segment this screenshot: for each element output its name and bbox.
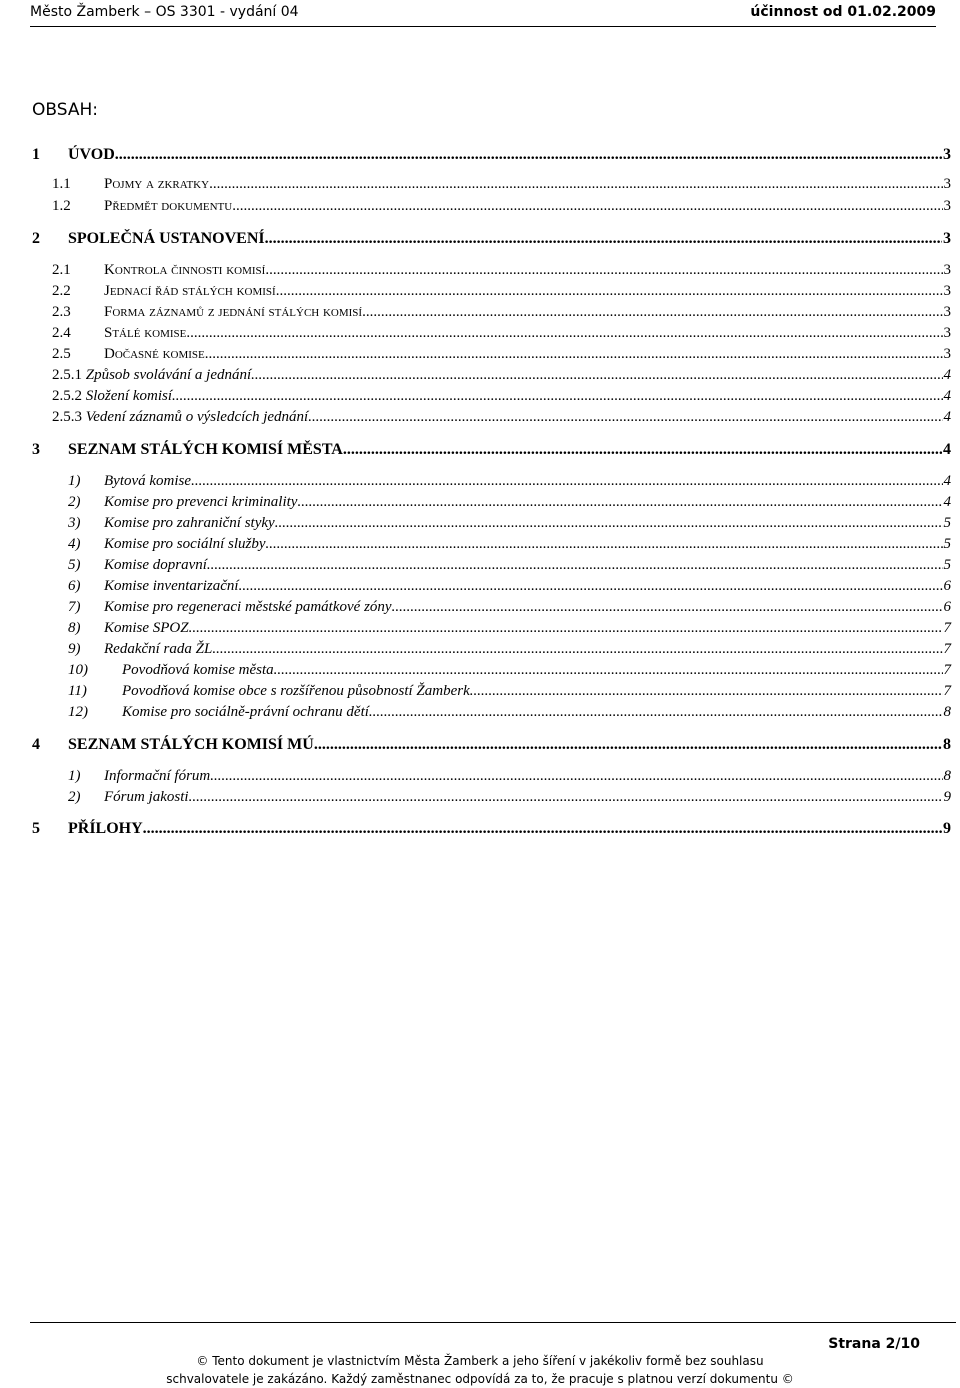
toc-dot-leader [266,536,943,553]
toc-dot-leader [189,620,943,637]
toc-dot-leader [189,789,943,806]
toc-entry-number: 5 [32,820,40,837]
toc-dot-leader [314,736,942,754]
toc-entry-number: 2.2 [52,283,71,299]
toc-entry[interactable] [32,146,951,164]
toc-dot-leader [212,641,942,658]
toc-entry-page: 9 [943,789,951,805]
toc-entry-number: 2.5.1 [52,367,82,383]
toc-entry-page: 8 [943,704,951,720]
toc-dot-leader [265,230,942,248]
toc-entry-page: 4 [943,388,951,404]
toc-entry-page: 3 [943,198,951,214]
toc-dot-leader [143,820,942,838]
toc-entry-page: 9 [943,820,951,837]
toc-entry[interactable] [32,325,951,342]
toc-entry-page: 3 [943,325,951,341]
toc-entry-title: ÚVOD [68,146,115,163]
toc-entry-page: 4 [943,494,951,510]
toc-dot-leader [343,441,942,459]
toc-entry-number: 2) [68,494,81,510]
toc-entry[interactable] [32,346,951,363]
toc-dot-leader [232,198,942,215]
toc-entry-page: 5 [943,536,951,552]
toc-entry-number: 2.1 [52,262,71,278]
toc-entry[interactable] [32,578,951,595]
toc-entry[interactable] [32,683,951,700]
toc-dot-leader [251,367,942,384]
toc-entry-page: 8 [943,768,951,784]
toc-entry-page: 4 [943,367,951,383]
toc-entry-title: SEZNAM STÁLÝCH KOMISÍ MÚ [68,736,314,753]
toc-entry-title: PŘÍLOHY [68,820,143,837]
toc-entry-page: 8 [943,736,951,753]
toc-entry-number: 8) [68,620,81,636]
toc-entry-title: Způsob svolávání a jednání [85,367,252,383]
toc-dot-leader [210,768,942,785]
toc-entry[interactable] [32,262,951,279]
toc-entry-number: 10) [68,662,88,678]
toc-entry[interactable] [32,736,951,754]
toc-entry-number: 2.4 [52,325,71,341]
toc-entry[interactable] [32,283,951,300]
toc-entry[interactable] [32,557,951,574]
toc-dot-leader [276,283,943,300]
toc-entry-title: Komise pro zahraniční styky [104,515,275,531]
toc-entry-number: 3 [32,441,40,458]
toc-entry[interactable] [32,388,951,405]
toc-entry-title: Vedení záznamů o výsledcích jednání [85,409,309,425]
toc-entry-title: Stálé komise [104,325,187,341]
toc-entry[interactable] [32,441,951,459]
toc-entry-page: 7 [943,620,951,636]
toc-title: OBSAH: [32,100,98,120]
toc-dot-leader [392,599,943,616]
toc-entry-title: Komise pro prevenci kriminality [104,494,298,510]
toc-entry-page: 4 [943,409,951,425]
toc-entry-page: 3 [943,283,951,299]
toc-entry-title: Komise SPOZ [104,620,189,636]
toc-entry-number: 4) [68,536,81,552]
toc-dot-leader [191,473,942,490]
toc-dot-leader [275,515,943,532]
toc-entry-title: Předmět dokumentu [104,198,233,214]
toc-entry-page: 4 [943,473,951,489]
toc-entry-number: 2 [32,230,40,247]
toc-entry-number: 2.5.2 [52,388,82,404]
toc-entry-title: Komise pro regeneraci městské památkové zóny [104,599,392,615]
toc-entry-page: 3 [943,304,951,320]
toc-dot-leader [186,325,942,342]
toc-dot-leader [308,409,942,426]
toc-entry-number: 9) [68,641,81,657]
toc-entry[interactable] [32,409,951,426]
toc-dot-leader [205,346,943,363]
toc-dot-leader [265,262,942,279]
toc-entry-number: 1.2 [52,198,71,214]
toc-entry[interactable] [32,367,951,384]
header-document-id: Město Žamberk – OS 3301 - vydání 04 [30,4,299,20]
toc-entry-page: 6 [943,578,951,594]
toc-entry[interactable] [32,620,951,637]
toc-entry-number: 6) [68,578,81,594]
toc-entry-number: 2.5 [52,346,71,362]
toc-entry-title: Komise pro sociálně-právní ochranu dětí [122,704,369,720]
footer-notice-line-2: schvalovatele je zakázáno. Každý zaměstnanec odpovídá za to, že pracuje s platnou verzí dokumentu © [166,1372,794,1386]
toc-entry-page: 3 [943,262,951,278]
toc-entry-title: Komise dopravní [104,557,207,573]
toc-entry-number: 12) [68,704,88,720]
toc-dot-leader [297,494,942,511]
toc-entry-number: 5) [68,557,81,573]
toc-dot-leader [369,704,943,721]
toc-dot-leader [239,578,943,595]
toc-entry-title: Informační fórum [104,768,211,784]
page-number: Strana 2/10 [828,1336,920,1352]
toc-entry-page: 3 [943,346,951,362]
toc-entry-title: Forma záznamů z jednání stálých komisí [104,304,363,320]
toc-entry-title: Dočasné komise [104,346,205,362]
toc-entry-number: 2.3 [52,304,71,320]
footer-notice [166,1352,794,1388]
toc-entry-number: 11) [68,683,87,699]
toc-entry[interactable] [32,820,951,838]
toc-entry-number: 1) [68,768,81,784]
toc-entry-title: Povodňová komise města [122,662,274,678]
toc-entry-page: 7 [943,683,951,699]
toc-entry[interactable] [32,494,951,511]
toc-entry-title: Kontrola činnosti komisí [104,262,266,278]
toc-entry-page: 6 [943,599,951,615]
toc-entry-number: 1.1 [52,176,71,192]
toc-entry-title: SPOLEČNÁ USTANOVENÍ [68,230,265,247]
toc-entry-page: 5 [943,515,951,531]
toc-dot-leader [207,557,943,574]
toc-entry-page: 3 [943,176,951,192]
toc-entry-title: Jednací řád stálých komisí [104,283,276,299]
toc-dot-leader [115,146,942,164]
toc-entry[interactable] [32,473,951,490]
toc-entry-title: Redakční rada ŽL [104,641,213,657]
toc-entry-page: 3 [943,230,951,247]
toc-dot-leader [274,662,943,679]
toc-entry-title: SEZNAM STÁLÝCH KOMISÍ MĚSTA [68,441,343,458]
toc-entry-number: 1 [32,146,40,163]
toc-entry[interactable] [32,599,951,616]
toc-dot-leader [209,176,942,193]
toc-entry-title: Pojmy a zkratky [104,176,210,192]
header-rule [30,26,936,27]
toc-entry-page: 5 [943,557,951,573]
toc-entry-title: Povodňová komise obce s rozšířenou působností Žamberk [122,683,470,699]
toc-entry-page: 7 [943,641,951,657]
toc-entry[interactable] [32,641,951,658]
toc-entry[interactable] [32,304,951,321]
toc-dot-leader [362,304,942,321]
toc-dot-leader [172,388,943,405]
toc-entry[interactable] [32,230,951,248]
header-effective-date: účinnost od 01.02.2009 [750,4,936,20]
toc-entry-title: Komise inventarizační [104,578,239,594]
footer-notice-line-1: © Tento dokument je vlastnictvím Města Žamberk a jeho šíření v jakékoliv formě bez souhlasu [196,1354,764,1368]
toc-entry-title: Komise pro sociální služby [104,536,266,552]
toc-entry-title: Složení komisí [85,388,172,404]
toc-dot-leader [470,683,943,700]
toc-entry-number: 2.5.3 [52,409,82,425]
toc-entry[interactable] [32,515,951,532]
toc-entry-number: 1) [68,473,81,489]
toc-entry-number: 4 [32,736,40,753]
toc-entry[interactable] [32,704,951,721]
toc-entry[interactable] [32,198,951,215]
toc-entry-number: 7) [68,599,81,615]
toc-entry[interactable] [32,176,951,193]
toc-entry[interactable] [32,789,951,806]
toc-entry-title: Bytová komise [104,473,192,489]
toc-entry[interactable] [32,768,951,785]
toc-entry-number: 3) [68,515,81,531]
toc-entry-number: 2) [68,789,81,805]
toc-entry[interactable] [32,662,951,679]
footer-rule [30,1322,956,1323]
toc-entry-title: Fórum jakosti [104,789,189,805]
page-header [30,0,936,30]
toc-entry-page: 7 [943,662,951,678]
toc-entry-page: 3 [943,146,951,163]
toc-entry[interactable] [32,536,951,553]
toc-entry-page: 4 [943,441,951,458]
